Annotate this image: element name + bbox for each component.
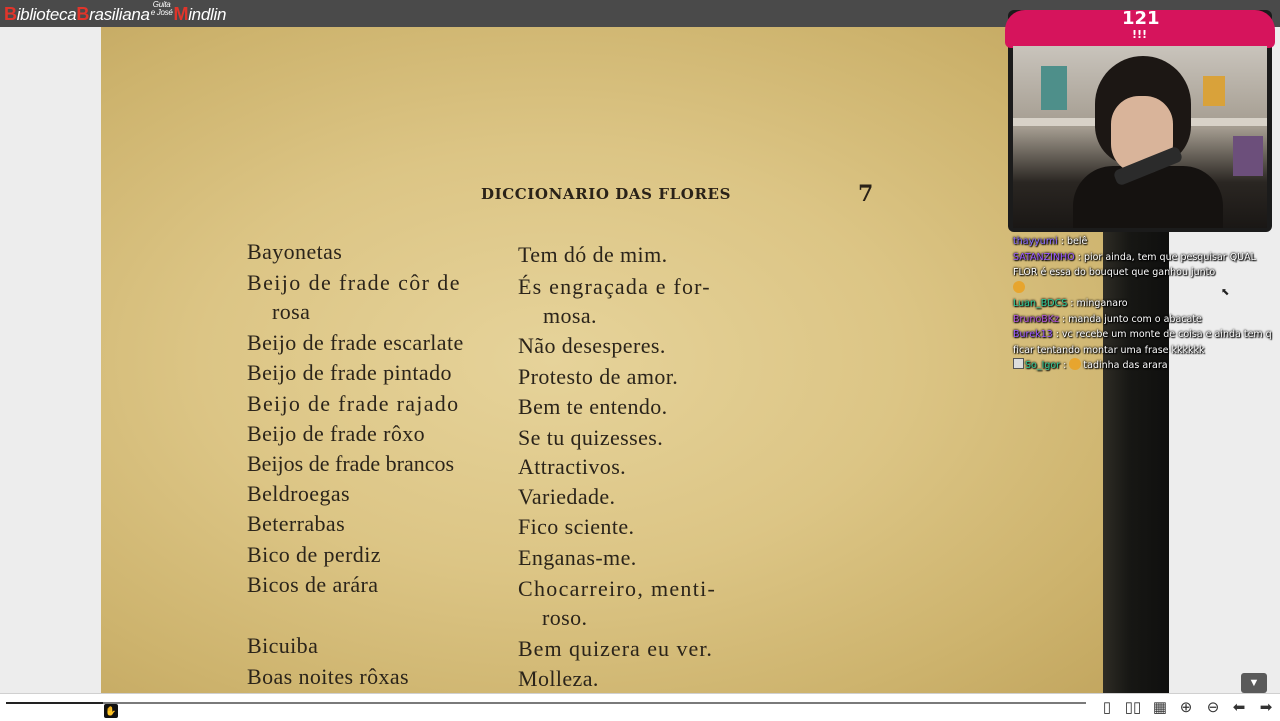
previous-page-button[interactable]: ⬅ xyxy=(1232,699,1246,716)
chat-message xyxy=(1013,358,1275,374)
logo-initial-b1: B xyxy=(4,4,17,24)
entry-meaning: Tem dó de mim. xyxy=(518,242,668,267)
logo-text-mindlin: indlin xyxy=(188,5,227,24)
chat-username[interactable]: thayyumi xyxy=(1013,236,1058,247)
chat-separator: : xyxy=(1067,298,1077,309)
site-logo[interactable] xyxy=(4,0,227,25)
figure-shape xyxy=(1041,66,1067,110)
mouse-cursor-icon: ⬉ xyxy=(1221,287,1230,298)
entry-term: Beijos de frade brancos xyxy=(247,451,455,476)
page-progress-track[interactable] xyxy=(6,702,1086,704)
zoom-out-button[interactable]: ⊖ xyxy=(1206,699,1220,716)
chat-separator: : xyxy=(1059,313,1069,325)
logo-small-bottom: e José xyxy=(150,8,173,17)
chat-username[interactable]: Luan_BDCS xyxy=(1013,298,1068,309)
entry-term: Boas noites rôxas xyxy=(247,664,410,689)
entry-meaning: Não desesperes. xyxy=(518,333,666,358)
entry-meaning: Bem te entendo. xyxy=(518,394,668,419)
single-page-button[interactable]: ▯ xyxy=(1102,699,1112,716)
chat-separator: : xyxy=(1074,251,1084,263)
page-number: 7 xyxy=(858,181,874,207)
emote-icon xyxy=(1069,358,1081,370)
chat-username[interactable]: SATANZINHO xyxy=(1013,251,1075,263)
next-page-button[interactable]: ➡ xyxy=(1259,699,1273,716)
entry-term: Beijo de frade pintado xyxy=(247,360,452,385)
entry-term: Beijo de frade rôxo xyxy=(247,421,426,446)
page-progress-handle[interactable]: ✋ xyxy=(105,706,117,716)
chat-text: manda junto com o abacate xyxy=(1068,313,1202,325)
chat-message xyxy=(1013,296,1275,312)
chat-username[interactable]: So_Igor xyxy=(1025,360,1061,371)
logo-small-top: Guita xyxy=(152,0,171,9)
chat-text: belê xyxy=(1066,236,1088,247)
stream-chat xyxy=(1013,234,1275,374)
chat-text: vc recebe um monte de coisa e ainda tem q ficar tentando montar uma frase kkkkkk xyxy=(1013,329,1272,356)
entry-term-continued: rosa xyxy=(272,299,311,324)
entry-term: Bayonetas xyxy=(247,239,343,264)
entry-meaning: Fico sciente. xyxy=(518,514,635,539)
entry-term: Beijo de frade escarlate xyxy=(247,330,464,355)
chat-separator: : xyxy=(1060,360,1070,371)
moderator-badge-icon xyxy=(1013,358,1024,369)
chat-username[interactable]: BrunoBKz xyxy=(1013,313,1060,325)
page-progress-fill xyxy=(6,702,103,704)
entry-term: Beldroegas xyxy=(247,481,350,506)
entry-meaning: Bem quizera eu ver. xyxy=(518,636,713,661)
chat-separator: : xyxy=(1057,236,1067,247)
logo-text-brasiliana: rasiliana xyxy=(89,5,150,24)
chat-message xyxy=(1013,250,1275,297)
entry-meaning: Molleza. xyxy=(518,666,599,691)
chat-text: tadinha das arara xyxy=(1083,360,1168,371)
entry-meaning: Enganas-me. xyxy=(518,545,637,570)
viewer-count: 121 xyxy=(1122,8,1160,29)
chat-username[interactable]: Burek13 xyxy=(1013,329,1053,340)
entry-term: Beijo de frade rajado xyxy=(247,391,460,416)
logo-text-biblioteca: iblioteca xyxy=(16,5,77,24)
thumbnails-button[interactable]: ▦ xyxy=(1152,699,1168,716)
entry-term: Beterrabas xyxy=(247,511,346,536)
viewer-count-sub: !!! xyxy=(1132,28,1148,41)
scroll-down-button[interactable]: ▼ xyxy=(1241,673,1267,693)
chat-message xyxy=(1013,234,1275,250)
logo-initial-m: M xyxy=(173,4,189,24)
entry-meaning: Se tu quizesses. xyxy=(518,425,664,450)
streamer-body xyxy=(1073,166,1223,228)
chat-separator: : xyxy=(1052,329,1062,340)
figure-shape xyxy=(1233,136,1263,176)
logo-small-text xyxy=(151,1,173,17)
running-head: DICCIONARIO DAS FLORES xyxy=(481,185,731,203)
chat-text: minganaro xyxy=(1076,298,1128,309)
chat-message xyxy=(1013,327,1275,358)
logo-initial-b2: B xyxy=(76,4,90,24)
entry-term: Bico de perdiz xyxy=(247,542,381,567)
entry-term: Beijo de frade côr de xyxy=(247,270,461,295)
entry-meaning-continued: mosa. xyxy=(543,303,597,328)
emote-icon xyxy=(1013,281,1025,293)
figure-shape xyxy=(1203,76,1225,106)
two-page-button[interactable]: ▯▯ xyxy=(1124,699,1142,716)
entry-meaning-continued: roso. xyxy=(542,605,588,630)
zoom-in-button[interactable]: ⊕ xyxy=(1179,699,1193,716)
chat-message xyxy=(1013,312,1275,328)
bottom-toolbar xyxy=(0,693,1280,721)
entry-meaning: Chocarreiro, menti- xyxy=(518,576,717,601)
entry-meaning: És engraçada e for- xyxy=(518,274,711,299)
chat-text: pior ainda, tem que pesquisar QUAL FLOR é essa do bouquet que ganhou junto xyxy=(1013,251,1256,278)
webcam-video xyxy=(1013,46,1267,228)
entry-meaning: Attractivos. xyxy=(518,454,627,479)
entry-term: Bicuiba xyxy=(247,633,319,658)
entry-meaning: Protesto de amor. xyxy=(518,364,679,389)
entry-meaning: Variedade. xyxy=(518,484,616,509)
entry-term: Bicos de arára xyxy=(247,572,379,597)
